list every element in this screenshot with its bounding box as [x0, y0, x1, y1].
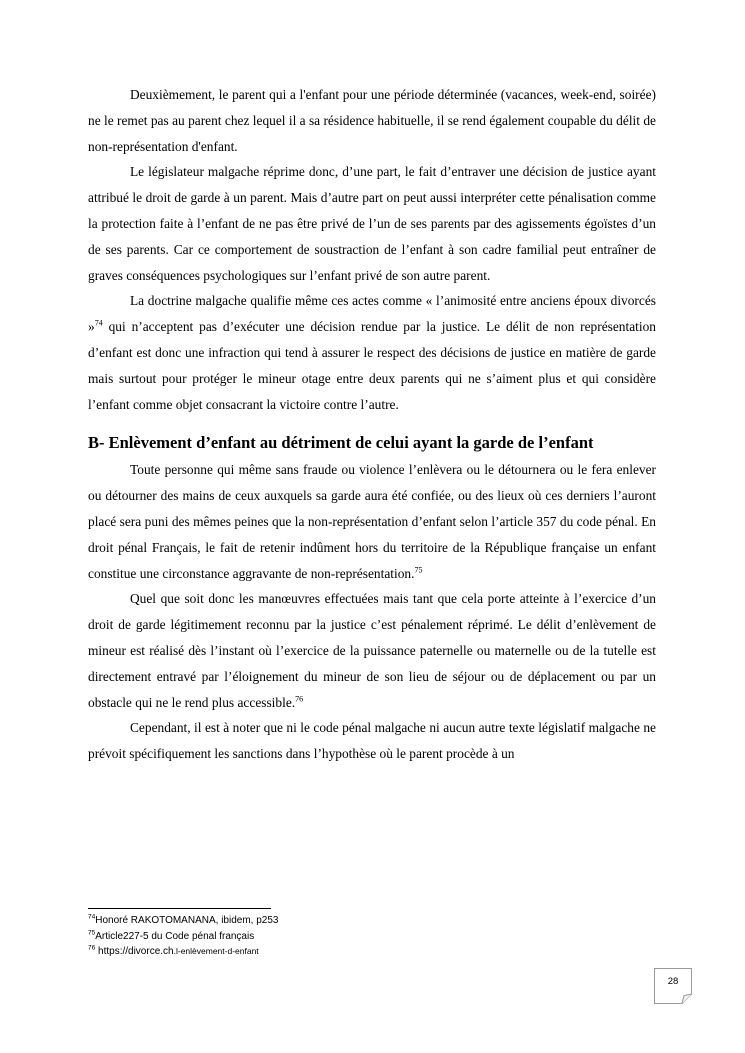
- footnote-74-number: 74: [88, 913, 96, 921]
- paragraph-5-text: Quel que soit donc les manœuvres effectuées mais tant que cela porte atteinte à l’exercice d’un droit de garde légitimement reconnu par la justice c’est pénalement réprimé. Le délit d’enlèvement de mineur est réalisé dès l’instant où l’exercice de la puissance paternelle ou maternelle ou de la tutelle est directement entravé par l’éloignement du mineur de son lieu de séjour ou de déplacement ou par un obstacle qui ne le rend plus accessible.: [88, 591, 656, 710]
- footnote-76-link[interactable]: https://divorce.ch: [95, 946, 174, 957]
- footnote-75-number: 75: [88, 929, 96, 937]
- paragraph-3-text-b: qui n’acceptent pas d’exécuter une décision rendue par la justice. Le délit de non représentation d’enfant est donc une infraction qui tend à assurer le respect des décisions de justice en matière de garde mais surtout pour protéger le mineur otage entre deux parents qui ne s’aiment plus et qui considère l’enfant comme objet consacrant la victoire contre l’autre.: [88, 319, 656, 412]
- paragraph-1: Deuxièmement, le parent qui a l'enfant pour une période déterminée (vacances, week-end, soirée) ne le remet pas au parent chez lequel il a sa résidence habituelle, il se rend également coupable du délit de non-représentation d'enfant.: [88, 87, 656, 154]
- footnote-76-link-tail[interactable]: .l-enlèvement-d-enfant: [173, 946, 259, 956]
- footnotes: [88, 913, 488, 960]
- footnote-ref-74[interactable]: 74: [94, 318, 103, 328]
- footnote-74: [88, 913, 488, 929]
- footnote-76: [88, 944, 488, 960]
- paragraph-4-text: Toute personne qui même sans fraude ou violence l’enlèvera ou le détournera ou le fera enlever ou détourner des mains de ceux auxquels sa garde aura été confiée, ou des lieux où ces derniers l’auront placé sera puni des mêmes peines que la non-représentation d’enfant selon l’article 357 du code pénal. En droit pénal Français, le fait de retenir indûment hors du territoire de la République française un enfant constitue une circonstance aggravante de non-représentation.: [88, 462, 656, 581]
- footnote-ref-76[interactable]: 76: [295, 694, 304, 704]
- footnote-75-text: Article227-5 du Code pénal français: [95, 930, 255, 942]
- paragraph-3-text-a: La doctrine malgache qualifie même ces actes comme « l’animosité entre anciens époux divorcés »: [88, 293, 656, 335]
- page-number-box: [654, 968, 692, 1004]
- paragraph-3: [88, 288, 656, 417]
- footnote-74-text: Honoré RAKOTOMANANA, ibidem, p253: [95, 915, 279, 926]
- section-heading: B- Enlèvement d’enfant au détriment de celui ayant la garde de l’enfant: [88, 433, 594, 453]
- paragraph-6: Cependant, il est à noter que ni le code pénal malgache ni aucun autre texte législatif malgache ne prévoit spécifiquement les sanctions dans l’hypothèse où le parent procède à un: [88, 720, 656, 762]
- footnote-76-number: 76: [88, 944, 96, 952]
- footnote-75: [88, 929, 488, 945]
- page-body: [88, 82, 656, 767]
- page-number: 28: [667, 976, 679, 987]
- paragraph-4: [88, 457, 656, 586]
- paragraph-5: [88, 586, 656, 715]
- footnote-separator: [88, 908, 271, 909]
- paragraph-2: Le législateur malgache réprime donc, d’une part, le fait d’entraver une décision de justice ayant attribué le droit de garde à un parent. Mais d’autre part on peut aussi interpréter cette pénalisation comme la protection faite à l’enfant de ne pas être privé de l’un de ses parents par des agissements égoïstes d’un de ses parents. Car ce comportement de soustraction de l’enfant à son cadre familial peut entraîner de graves conséquences psychologiques sur l’enfant privé de son autre parent.: [88, 164, 656, 283]
- footnote-ref-75[interactable]: 75: [414, 565, 423, 575]
